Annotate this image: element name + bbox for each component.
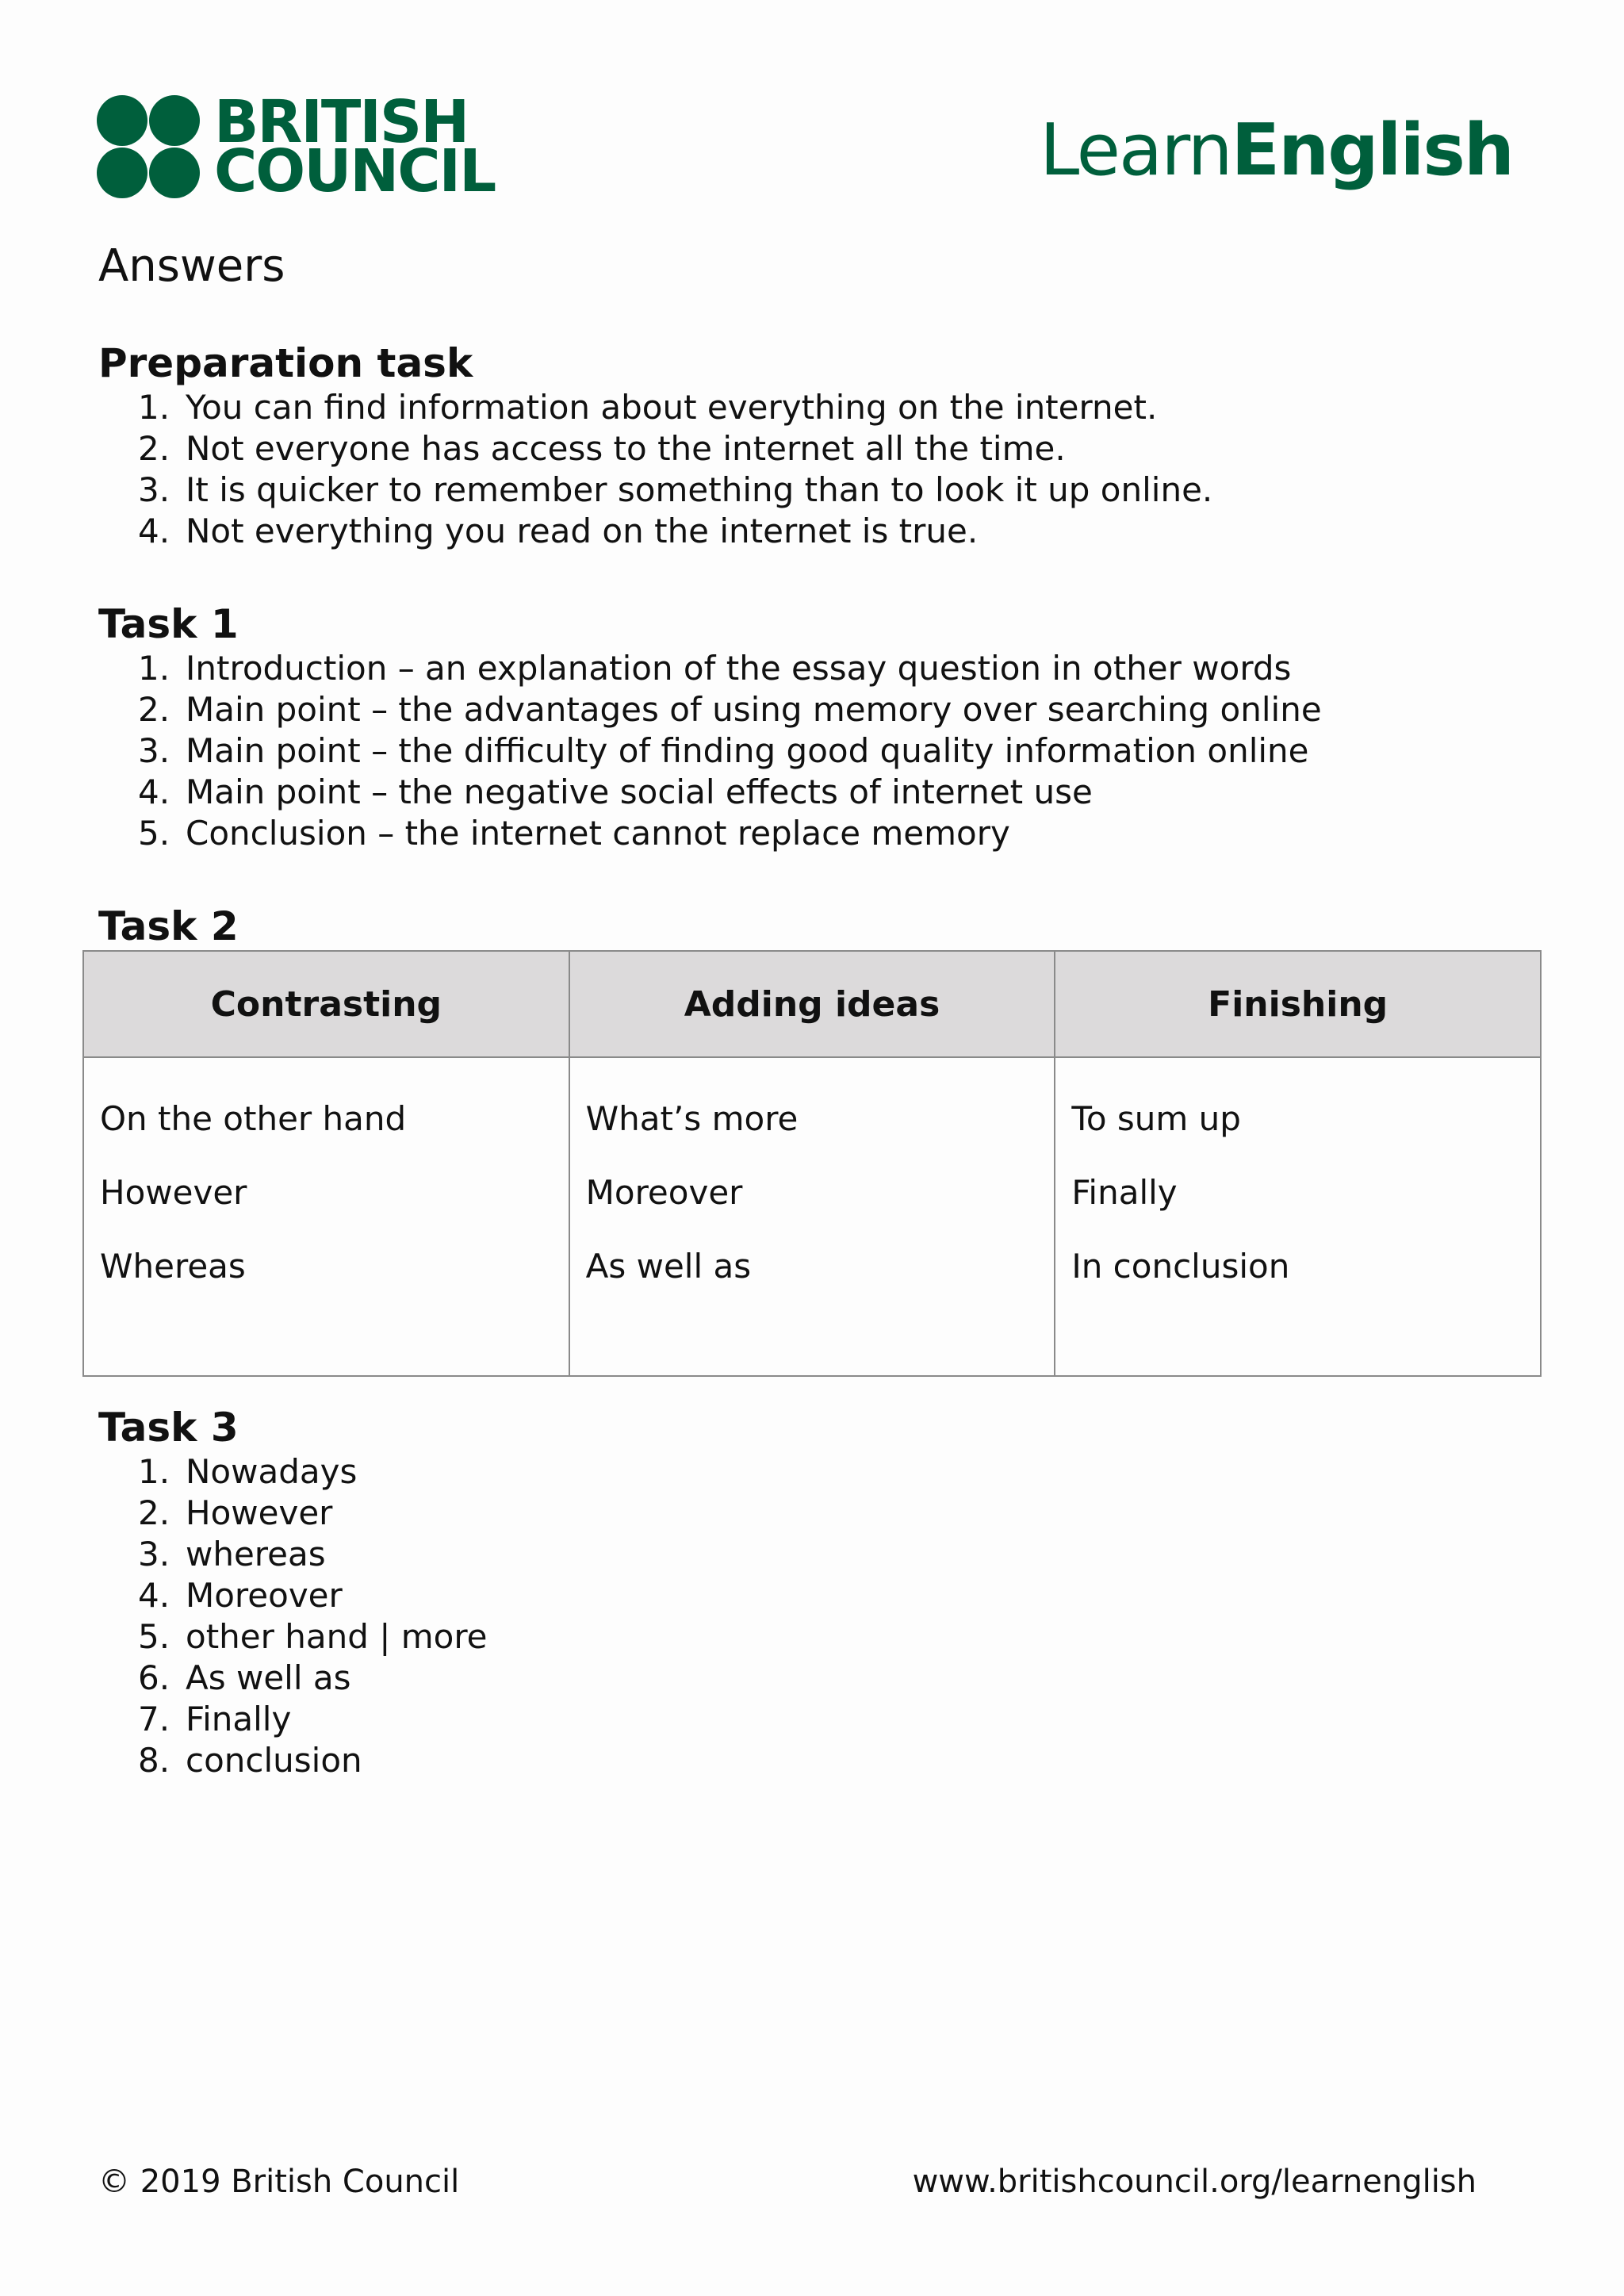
list-item-number: 3. (138, 470, 170, 509)
list-item-number: 2. (138, 1493, 170, 1532)
section-heading: Task 1 (98, 601, 239, 647)
list-item (98, 1616, 488, 1658)
british-council-wordmark: BRITISH COUNCIL (214, 88, 496, 205)
footer-url-link[interactable]: www.britishcouncil.org/learnenglish (912, 2164, 1477, 2200)
list-item-text: Finally (186, 1700, 292, 1738)
list-item-text: However (186, 1493, 333, 1532)
list-item-text: Main point – the difficulty of finding good quality information online (186, 731, 1309, 770)
list-item (98, 1493, 488, 1534)
page-title: Answers (98, 240, 285, 292)
column-header-contrasting: Contrasting (83, 951, 569, 1057)
learnenglish-logo: LearnEnglish (1040, 109, 1513, 192)
table-cell-item: Whereas (100, 1247, 246, 1286)
list-item (98, 1658, 488, 1699)
list-item-number: 5. (138, 1617, 170, 1656)
list-item-text: Nowadays (186, 1452, 358, 1491)
task1-section (98, 600, 1322, 854)
preparation-answer-list (98, 387, 1212, 552)
task2-section (98, 903, 239, 950)
list-item (98, 428, 1212, 470)
list-item-number: 4. (138, 512, 170, 550)
table-cell-item: In conclusion (1071, 1247, 1290, 1286)
list-item (98, 511, 1212, 552)
list-item-text: Not everything you read on the internet is true. (186, 512, 979, 550)
column-header-adding-ideas: Adding ideas (569, 951, 1055, 1057)
list-item-number: 3. (138, 731, 170, 770)
table-row (83, 1057, 1541, 1376)
table-cell-item: However (100, 1173, 247, 1212)
list-item-number: 1. (138, 649, 170, 688)
list-item (98, 1451, 488, 1493)
list-item-number: 2. (138, 690, 170, 729)
table-cell-item: On the other hand (100, 1099, 407, 1138)
task1-answer-list (98, 648, 1322, 854)
list-item (98, 1699, 488, 1740)
preparation-task-section (98, 339, 1212, 552)
list-item (98, 689, 1322, 730)
list-item-text: Main point – the negative social effects of internet use (186, 772, 1093, 811)
list-item-text: As well as (186, 1658, 351, 1697)
british-council-dots-icon (97, 95, 200, 198)
list-item (98, 1740, 488, 1781)
list-item (98, 648, 1322, 689)
table-cell-item: As well as (585, 1247, 752, 1286)
list-item (98, 813, 1322, 854)
list-item (98, 1534, 488, 1575)
table-cell-item: What’s more (585, 1099, 799, 1138)
list-item (98, 772, 1322, 813)
task3-answer-list (98, 1451, 488, 1781)
footer-copyright: © 2019 British Council (98, 2164, 460, 2200)
table-header-row (83, 951, 1541, 1057)
list-item-text: conclusion (186, 1741, 362, 1780)
list-item (98, 1575, 488, 1616)
list-item-number: 8. (138, 1741, 170, 1780)
list-item-number: 4. (138, 1576, 170, 1615)
list-item (98, 470, 1212, 511)
list-item (98, 730, 1322, 772)
list-item-text: Not everyone has access to the internet all the time. (186, 429, 1066, 468)
list-item-text: Moreover (186, 1576, 343, 1615)
column-header-finishing: Finishing (1055, 951, 1541, 1057)
section-heading: Preparation task (98, 340, 473, 386)
table-cell-contrasting (83, 1057, 569, 1376)
list-item-number: 1. (138, 388, 170, 427)
list-item-text: It is quicker to remember something than to look it up online. (186, 470, 1213, 509)
british-council-logo (97, 88, 496, 205)
list-item-text: other hand | more (186, 1617, 488, 1656)
table-cell-item: To sum up (1071, 1099, 1241, 1138)
table-cell-item: Finally (1071, 1173, 1178, 1212)
list-item-number: 4. (138, 772, 170, 811)
list-item-number: 1. (138, 1452, 170, 1491)
linking-words-table (82, 950, 1542, 1377)
table-cell-item: Moreover (585, 1173, 743, 1212)
list-item-number: 2. (138, 429, 170, 468)
table-cell-adding-ideas (569, 1057, 1055, 1376)
section-heading: Task 3 (98, 1405, 239, 1451)
list-item-number: 7. (138, 1700, 170, 1738)
task3-section (98, 1404, 488, 1781)
list-item-text: Introduction – an explanation of the essay question in other words (186, 649, 1292, 688)
list-item-text: Main point – the advantages of using memory over searching online (186, 690, 1322, 729)
list-item-number: 5. (138, 814, 170, 853)
list-item-text: whereas (186, 1535, 326, 1573)
list-item-text: You can find information about everything on the internet. (186, 388, 1158, 427)
list-item-number: 6. (138, 1658, 170, 1697)
list-item-text: Conclusion – the internet cannot replace memory (186, 814, 1010, 853)
list-item (98, 387, 1212, 428)
section-heading: Task 2 (98, 903, 239, 949)
list-item-number: 3. (138, 1535, 170, 1573)
table-cell-finishing (1055, 1057, 1541, 1376)
